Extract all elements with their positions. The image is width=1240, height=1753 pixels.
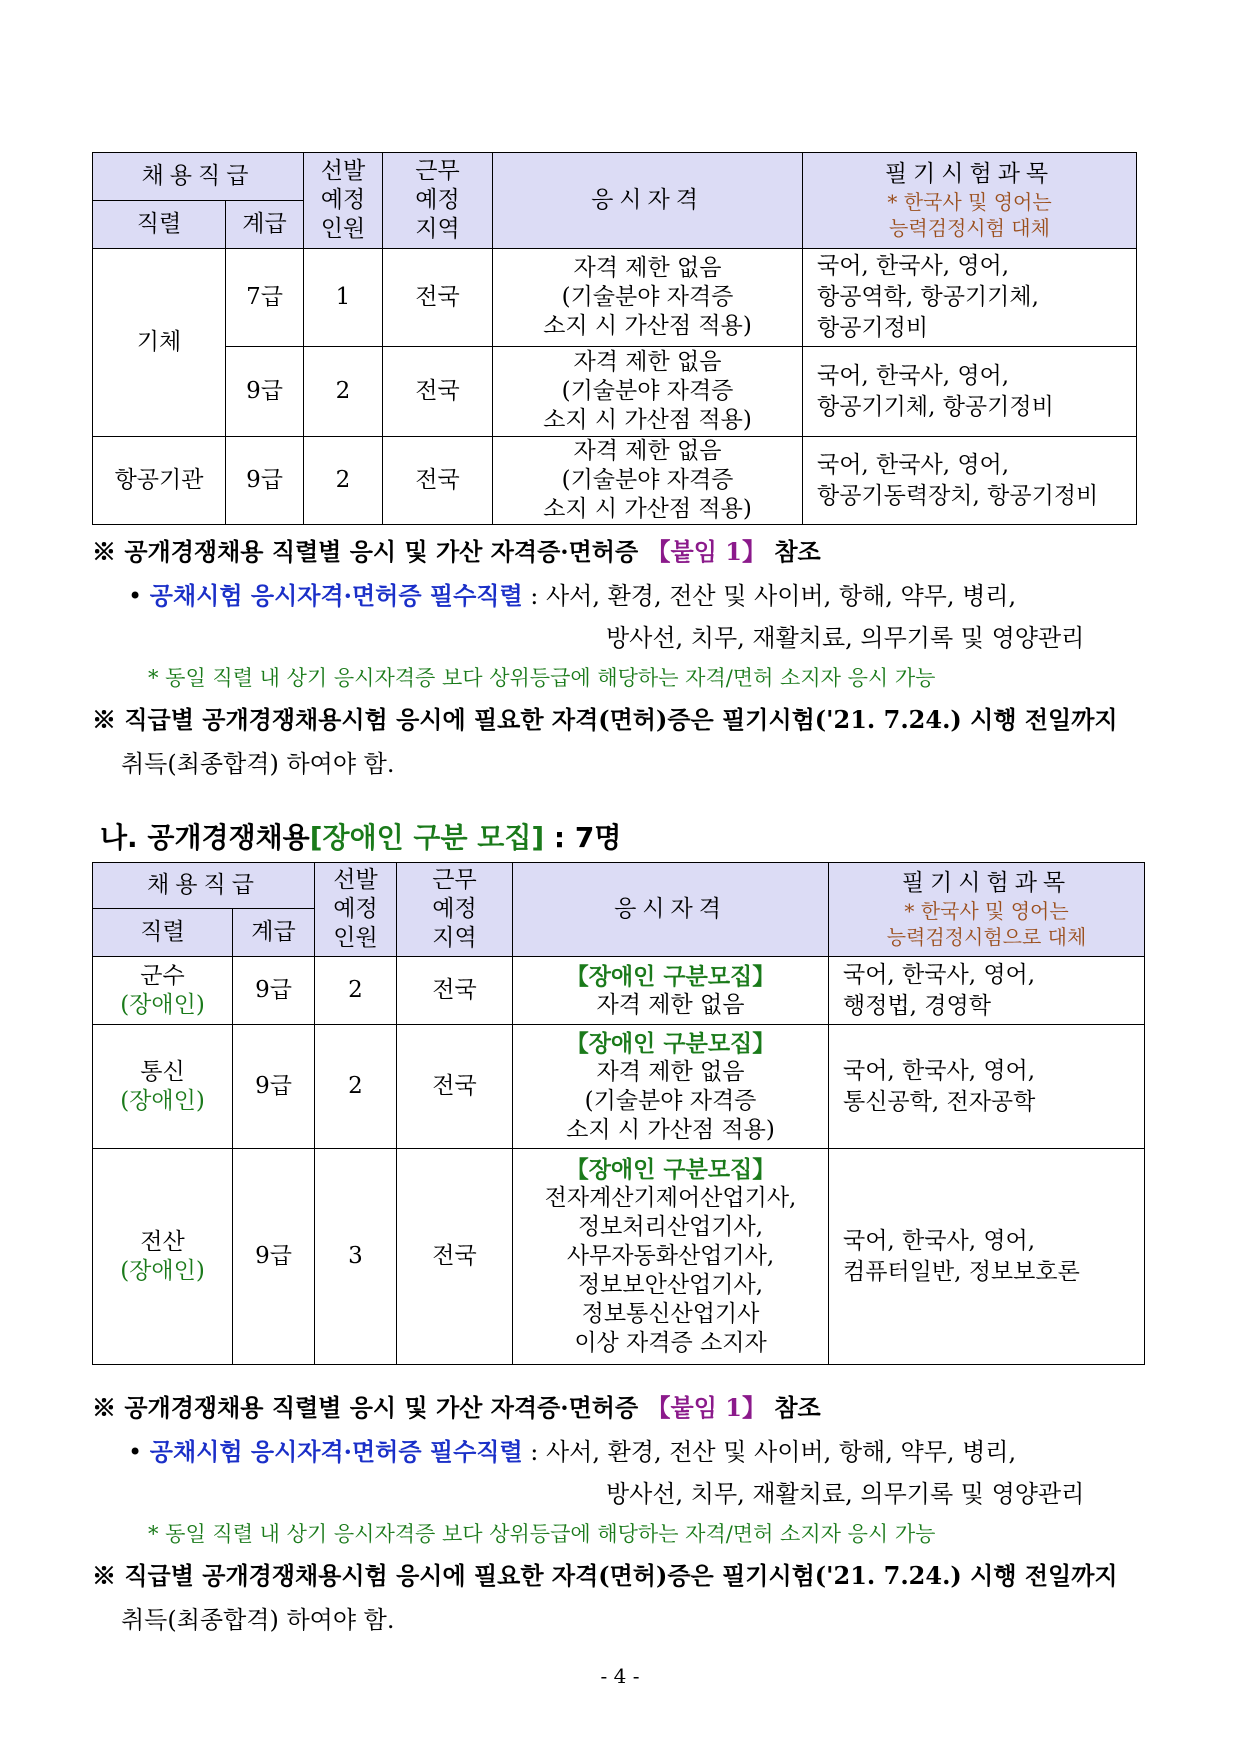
header-qualification: 응시자격 — [493, 153, 803, 249]
subjects-cell: 국어, 한국사, 영어, 컴퓨터일반, 정보보호론 — [829, 1149, 1145, 1365]
header-region: 근무 예정 지역 — [383, 153, 493, 249]
grade-cell: 9급 — [233, 957, 315, 1025]
subjects-cell: 국어, 한국사, 영어, 통신공학, 전자공학 — [829, 1025, 1145, 1149]
required-series-note: • 공채시험 응시자격·면허증 필수직렬 : 사서, 환경, 전산 및 사이버, 항해, 약무, 병리, — [128, 1437, 1017, 1466]
header-subjects: 필기시험과목 * 한국사 및 영어는 능력검정시험으로 대체 — [829, 863, 1145, 957]
grade-cell: 9급 — [226, 437, 304, 525]
region-cell: 전국 — [397, 1149, 513, 1365]
header-series: 직렬 — [93, 909, 233, 957]
header-grade: 계급 — [233, 909, 315, 957]
region-cell: 전국 — [383, 347, 493, 437]
count-cell: 2 — [315, 957, 397, 1025]
series-cell: 전산 (장애인) — [93, 1149, 233, 1365]
attachment-ref: 【붙임 1】 — [646, 537, 766, 566]
section-title: 나. 공개경쟁채용[장애인 구분 모집] : 7명 — [100, 821, 622, 854]
count-cell: 1 — [304, 249, 383, 347]
series-cell: 군수 (장애인) — [93, 957, 233, 1025]
subjects-cell: 국어, 한국사, 영어, 항공기기체, 항공기정비 — [803, 347, 1137, 437]
count-cell: 3 — [315, 1149, 397, 1365]
deadline-note: ※ 직급별 공개경쟁채용시험 응시에 필요한 자격(면허)증은 필기시험('21. 7.24.) 시행 전일까지 — [92, 1561, 1118, 1590]
header-subjects: 필기시험과목 * 한국사 및 영어는 능력검정시험 대체 — [803, 153, 1137, 249]
grade-cell: 9급 — [233, 1025, 315, 1149]
series-cell: 기체 — [93, 249, 226, 437]
required-series-label: 공채시험 응시자격·면허증 필수직렬 — [149, 581, 523, 610]
qualification-cell: 자격 제한 없음 (기술분야 자격증 소지 시 가산점 적용) — [493, 249, 803, 347]
deadline-note-continued: 취득(최종합격) 하여야 함. — [121, 750, 395, 778]
header-qualification: 응시자격 — [513, 863, 829, 957]
recruitment-table-2 — [92, 862, 1145, 1365]
grade-cell: 9급 — [233, 1149, 315, 1365]
count-cell: 2 — [304, 347, 383, 437]
required-series-label: 공채시험 응시자격·면허증 필수직렬 — [149, 1437, 523, 1466]
region-cell: 전국 — [383, 249, 493, 347]
table-row — [93, 957, 1145, 1025]
deadline-note: ※ 직급별 공개경쟁채용시험 응시에 필요한 자격(면허)증은 필기시험('21. 7.24.) 시행 전일까지 — [92, 705, 1118, 734]
region-cell: 전국 — [397, 1025, 513, 1149]
subjects-cell: 국어, 한국사, 영어, 항공역학, 항공기기체, 항공기정비 — [803, 249, 1137, 347]
subjects-cell: 국어, 한국사, 영어, 행정법, 경영학 — [829, 957, 1145, 1025]
table-row — [93, 1149, 1145, 1365]
count-cell: 2 — [315, 1025, 397, 1149]
header-count: 선발 예정 인원 — [315, 863, 397, 957]
header-series: 직렬 — [93, 201, 226, 249]
qualification-cell: 【장애인 구분모집】 자격 제한 없음 (기술분야 자격증 소지 시 가산점 적용) — [513, 1025, 829, 1149]
recruitment-table-1 — [92, 152, 1137, 525]
header-grade: 계급 — [226, 201, 304, 249]
region-cell: 전국 — [383, 437, 493, 525]
subjects-cell: 국어, 한국사, 영어, 항공기동력장치, 항공기정비 — [803, 437, 1137, 525]
series-cell: 통신 (장애인) — [93, 1025, 233, 1149]
table-row — [93, 1025, 1145, 1149]
header-count: 선발 예정 인원 — [304, 153, 383, 249]
count-cell: 2 — [304, 437, 383, 525]
required-series-note: • 공채시험 응시자격·면허증 필수직렬 : 사서, 환경, 전산 및 사이버, 항해, 약무, 병리, — [128, 581, 1017, 610]
deadline-note-continued: 취득(최종합격) 하여야 함. — [121, 1606, 395, 1634]
qualification-cell: 【장애인 구분모집】 자격 제한 없음 — [513, 957, 829, 1025]
header-group: 채용직급 — [93, 153, 304, 201]
required-series-continued: 방사선, 치무, 재활치료, 의무기록 및 영양관리 — [606, 1480, 1085, 1508]
required-series-continued: 방사선, 치무, 재활치료, 의무기록 및 영양관리 — [606, 624, 1085, 652]
series-cell: 항공기관 — [93, 437, 226, 525]
table-row — [93, 347, 1137, 437]
bullet-icon: • — [128, 582, 143, 610]
qualification-cell: 자격 제한 없음 (기술분야 자격증 소지 시 가산점 적용) — [493, 347, 803, 437]
table-row — [93, 249, 1137, 347]
bullet-icon: • — [128, 1438, 143, 1466]
page-number: - 4 - — [600, 1664, 640, 1688]
reference-note: ※ 공개경쟁채용 직렬별 응시 및 가산 자격증·면허증 【붙임 1】 참조 — [92, 1393, 821, 1422]
attachment-ref: 【붙임 1】 — [646, 1393, 766, 1422]
table-row — [93, 437, 1137, 525]
grade-cell: 9급 — [226, 347, 304, 437]
header-group: 채용직급 — [93, 863, 315, 909]
qualification-cell: 【장애인 구분모집】 전자계산기제어산업기사, 정보처리산업기사, 사무자동화산업기사, 정보보안산업기사, 정보통신산업기사 이상 자격증 소지자 — [513, 1149, 829, 1365]
higher-grade-note: * 동일 직렬 내 상기 응시자격증 보다 상위등급에 해당하는 자격/면허 소지자 응시 가능 — [148, 666, 936, 690]
grade-cell: 7급 — [226, 249, 304, 347]
header-region: 근무 예정 지역 — [397, 863, 513, 957]
reference-note: ※ 공개경쟁채용 직렬별 응시 및 가산 자격증·면허증 【붙임 1】 참조 — [92, 537, 821, 566]
qualification-cell: 자격 제한 없음 (기술분야 자격증 소지 시 가산점 적용) — [493, 437, 803, 525]
region-cell: 전국 — [397, 957, 513, 1025]
higher-grade-note: * 동일 직렬 내 상기 응시자격증 보다 상위등급에 해당하는 자격/면허 소지자 응시 가능 — [148, 1522, 936, 1546]
